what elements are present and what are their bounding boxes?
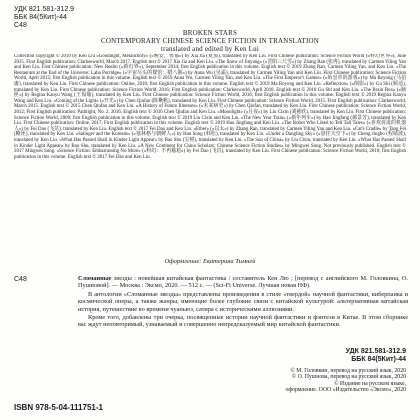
catalog-code: С48 <box>14 22 27 29</box>
bbk-code-secondary: ББК 84(5Кит)-44 <box>351 356 406 363</box>
translator-credit: translated and edited by Ken Lui <box>161 45 259 53</box>
copyright-line: оформление. ООО «Издательство «Эксмо», 2020 <box>285 387 406 394</box>
annotation-paragraph-2: Кроме того, добавлены три очерка, посвященные истории научной фантастики и фэнтези в Китае. В этом сборнике вас ждут неповторимый, узнаваемый и совершенно непредсказуемый мир китайской фантастики. <box>78 314 408 329</box>
copyright-line: © О. Пушнова, перевод на русский язык, 2020 <box>291 374 406 381</box>
copyright-credits: Collection copyright © 2019 by Ken Liu «Goodnight, Melancholy» («晚安，忧郁») by Xia Jia (夏笳), translated by Ken Liu. First Chinese publication: Science Fiction World («科幻世界»), June 2015. First English publication: Clarkesworld, March 2017. English text © 2017 Xia Jia and Ken Liu. «The Snow of Jinyang» («晋阳三尺雪») by Zhang Ran (张冉), translated by Carmen Yiling Yan and Ken Liu. First Chinese publication: New Realm («新幻界»), September 2014; first English publication in this volume. English text © 2019 Zhang Ran, Carmen Yiling Yan, and Ken Liu. «The Restaurant at the End of the Universe: Laba Porridge» («宇宙尽头的餐馆：腊八粥») by Anna Wu (吴霜), translated by Carmen Yiling Yan and Ken Liu. First Chinese publication: Science Fiction World, April 2015; first English publication in this volume. English text © 2019 Anna Wu, Carmen Yiling Yan, and Ken Liu. «The First Emperor's Games» («始皇帝的游戏») by Ma Boyong (马伯庸), translated by Ken Liu. First Chinese publication: Online, 2010; first English publication in this volume. English text © 2019 Ma Boyong and Ken Liu. «Reflection» («倒影») by Gu Shi (顾适), translated by Ken Liu. First Chinese publication: Science Fiction World, 2016; First English publication: Clarkesworld, April 2018. English text © 2018 Gu Shi and Ken Liu. «The Brain Box» («脑匣») by Regina Kanyu Wang (王侃瑜), translated by Ken Liu. First Chinese publication: Science Fiction World, 2016; first English publication in this volume. English text © 2019 Regina Kanyu Wang and Ken Liu. «Coming of the Light» («开光») by Chen Qiufan (陈楸帆), translated by Ken Liu. First Chinese publication: Science Fiction World, 2015. First English publication: Clarkesworld, March 2015. English text © 2015 Chen Qiufan and Ken Liu. «A History of Future Illnesses» («未来病史») by Chen Qiufan, translated by Ken Liu. First Chinese publication: Science Fiction World, 2012; First English publication: Pathlight, No. 2, 2016. English text © 2016 Chen Qiufan and Ken Liu. «Moonlight» («月夜») by Liu Cixin (刘慈欣), translated by Ken Liu. First Chinese publication: Science Fiction World, 2009; first English publication in this volume. English text © 2019 Liu Cixin and Ken Liu. «The New Year Train» («新年列车») by Hao Jingfang (郝景芳), translated by Ken Liu. First Chinese publication: Online, 2017; First English publication in this volume. English text © 2019 Hao Jingfang and Ken Liu. «The Robot Who Liked to Tell Tall Tales» («喜欢说谎的机器人») by Fei Dao (飞氘), translated by Ken Liu. English text © 2017 Fei Dao and Ken Liu. «Ether» («以太») by Zhang Ran, translated by Carmen Yiling Yan and Ken Liu. «Cat's Cradle» by Tang Fei (糖匪), translated by Ken Liu. «Salinger and the Koreans» («塞林格与朝鲜人») by Han Song (韩松), translated by Ken Liu. «Under a Dangling Sky» («悬挂天空下») by Cheng Jingbo (程婧波), translated by Ken Liu. «What Has Passed Shall in Kinder Light Appear» by Bao Shu (宝树), translated by Ken Liu. «The Sun of China» by Liu Cixin, translated by Ken Liu. «What Has Passed Shall in Kinder Light Appear» by Bao Shu, translated by Ken Liu. «A New Continent for China Scholars: Chinese Science Fiction Studies» by Mingwei Song. Not previously published. English text © 2017 Mingwei Song. «Science Fiction: Embarrassing No More» («科幻：不再尴尬») by Fei Dao (飞氘), translated by Ken Liu. First Chinese publication: Science Fiction World, 2018; first English publication in this volume. English text © 2017 Fei Dao and Ken Liu. <box>14 54 406 160</box>
original-title: BROKEN STARS <box>182 29 238 37</box>
bibliographic-record: звезды : новейшая китайская фантастика / составитель Кен Лю ; [перевод с английского М. Головкина, О. Пушновой]. — Москва : Эксмо, 2020. — 512 с. — (Sci-Fi Universe. Лучшая новая НФ). <box>78 275 408 290</box>
original-subtitle: CONTEMPORARY CHINESE SCIENCE FICTION IN TRANSLATION <box>100 37 320 45</box>
bibliographic-abstract <box>78 275 408 329</box>
book-title-lead: Сломанные <box>78 275 112 282</box>
design-credit: Оформление: Екатерина Тимней <box>164 258 256 265</box>
classification-block <box>346 348 406 364</box>
copyright-line: © Издание на русском языке, <box>334 380 406 387</box>
isbn-number: ISBN 978-5-04-111751-1 <box>14 403 103 412</box>
copyright-line: © М. Головкин, перевод на русский язык, 2020 <box>290 368 406 374</box>
catalog-code-secondary: С48 <box>14 276 27 283</box>
copyright-notices <box>206 368 406 394</box>
annotation-paragraph-1: В антологии «Сломанные звезды» представлены произведения в стиле «твердой» научной фантастики, киберпанка и космической оперы, а также жанры, имеющие более глубокие связи с китайской культурой: альтернативная китайская история, путешествие во времени чуаньюэ, сатира с историческими аллюзиями. <box>78 290 408 313</box>
udk-code-secondary: УДК 821.581-312.9 <box>345 348 406 355</box>
udk-code: УДК 821.581-312.9 <box>14 6 75 13</box>
bbk-code: ББК 84(5Кит)-44 <box>14 14 67 21</box>
